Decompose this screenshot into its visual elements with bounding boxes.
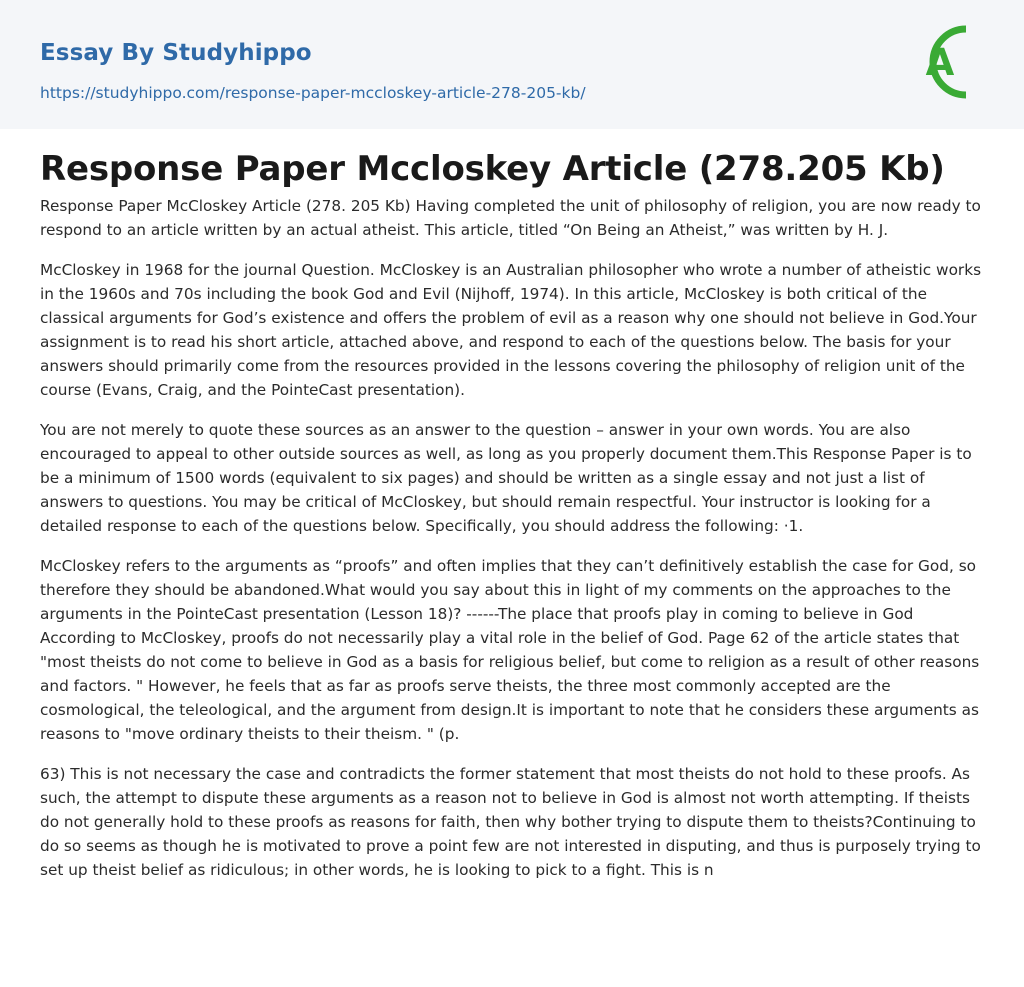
site-header	[0, 0, 1024, 129]
article-paragraph: 63) This is not necessary the case and contradicts the former statement that most theists do not hold to these proofs. As such, the attempt to dispute these arguments as a reason not to believe in God is almost not worth attempting. If theists do not generally hold to these proofs as reasons for faith, then why bother trying to dispute them to theists?Continuing to do so seems as though he is motivated to prove a point few are not interested in disputing, and thus is purposely trying to set up theist belief as ridiculous; in other words, he is looking to pick to a fight. This is n	[40, 765, 981, 879]
article-paragraph: You are not merely to quote these sources as an answer to the question – answer in your own words. You are also encouraged to appeal to other outside sources as well, as long as you properly document them.This Response Paper is to be a minimum of 1500 words (equivalent to six pages) and should be written as a single essay and not just a list of answers to questions. You may be critical of McCloskey, but should remain respectful. Your instructor is looking for a detailed response to each of the questions below. Specifically, you should address the following: ·1.	[40, 421, 972, 535]
site-brand[interactable]: Essay By Studyhippo	[40, 40, 312, 66]
studyhippo-logo-icon[interactable]	[912, 19, 986, 105]
article-paragraph: Response Paper McCloskey Article (278. 205 Kb) Having completed the unit of philosophy of religion, you are now ready to respond to an article written by an actual atheist. This article, titled “On Being an Atheist,” was written by H. J.	[40, 197, 981, 239]
page-title: Response Paper Mccloskey Article (278.205 Kb)	[40, 149, 945, 189]
article-body	[0, 129, 1024, 882]
logo-letter: A	[925, 41, 955, 84]
article-paragraph: McCloskey in 1968 for the journal Question. McCloskey is an Australian philosopher who wrote a number of atheistic works in the 1960s and 70s including the book God and Evil (Nijhoff, 1974). In this article, McCloskey is both critical of the classical arguments for God’s existence and offers the problem of evil as a reason why one should not believe in God.Your assignment is to read his short article, attached above, and respond to each of the questions below. The basis for your answers should primarily come from the resources provided in the lessons covering the philosophy of religion unit of the course (Evans, Craig, and the PointeCast presentation).	[40, 261, 982, 399]
article-paragraph: McCloskey refers to the arguments as “proofs” and often implies that they can’t definitively establish the case for God, so therefore they should be abandoned.What would you say about this in light of my comments on the approaches to the arguments in the PointeCast presentation (Lesson 18)? ------The place that proofs play in coming to believe in God According to McCloskey, proofs do not necessarily play a vital role in the belief of God. Page 62 of the article states that "most theists do not come to believe in God as a basis for religious belief, but come to religion as a result of other reasons and factors. " However, he feels that as far as proofs serve theists, the three most commonly accepted are the cosmological, the teleological, and the argument from design.It is important to note that he considers these arguments as reasons to "move ordinary theists to their theism. " (p.	[40, 557, 980, 743]
article-url-link[interactable]: https://studyhippo.com/response-paper-mccloskey-article-278-205-kb/	[40, 84, 586, 102]
